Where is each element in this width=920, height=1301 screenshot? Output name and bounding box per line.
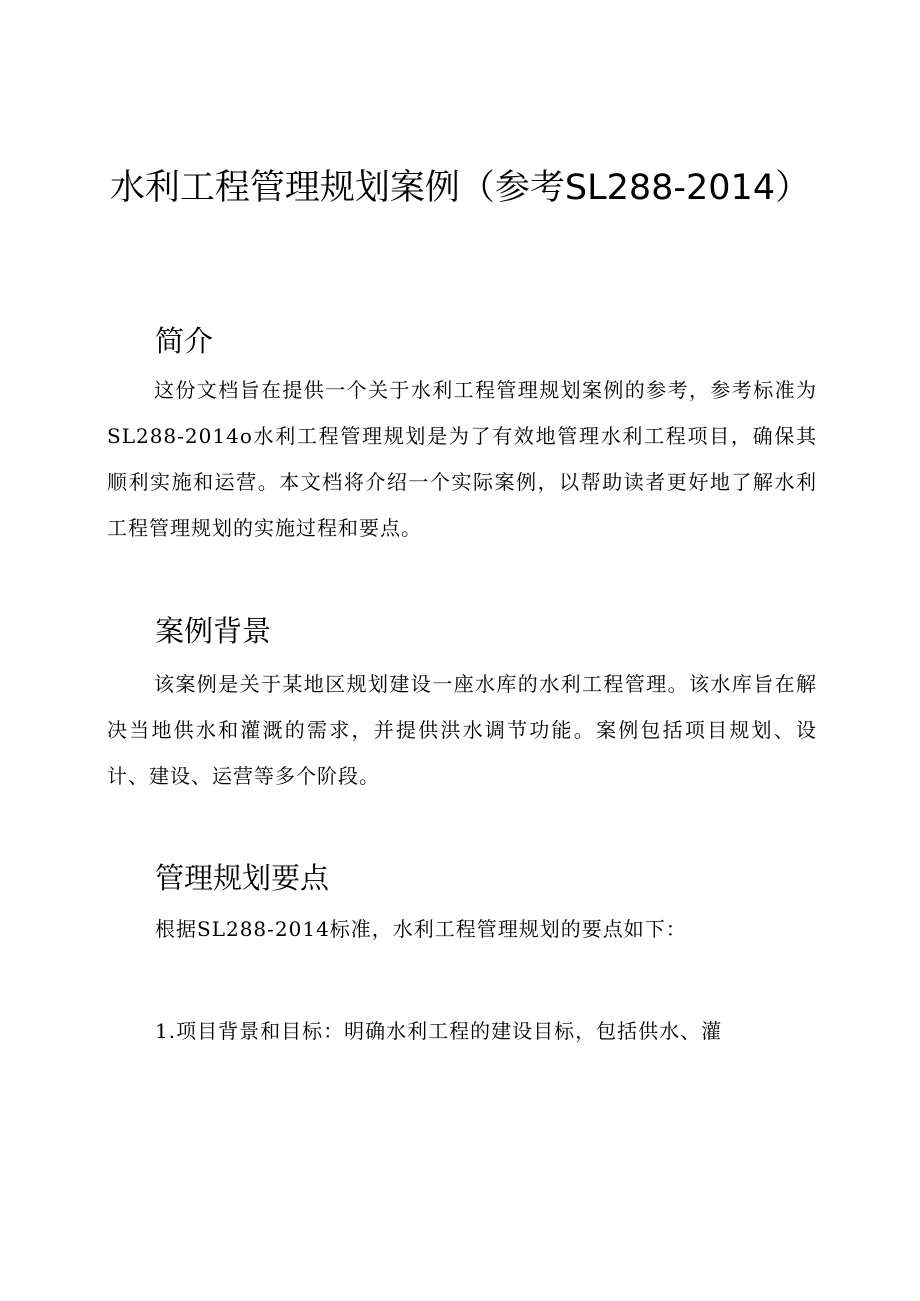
list-item: 1.项目背景和目标：明确水利工程的建设目标，包括供水、灌 [155,1019,723,1043]
section-heading-key-points: 管理规划要点 [155,861,330,895]
section-heading-intro: 简介 [155,324,214,358]
section-intro-body: 这份文档旨在提供一个关于水利工程管理规划案例的参考，参考标准为SL288-2014o水利工程管理规划是为了有效地管理水利工程项目，确保其顺利实施和运营。本文档将介绍一个实际案例，以帮助读者更好地了解水利工程管理规划的实施过程和要点。 [107,378,817,540]
section-heading-background: 案例背景 [155,614,272,648]
key-points-intro: 根据SL288-2014标准，水利工程管理规划的要点如下： [155,917,687,941]
document-title: 水利工程管理规划案例（参考SL288-2014） [109,168,811,208]
section-background-body: 该案例是关于某地区规划建设一座水库的水利工程管理。该水库旨在解决当地供水和灌溉的需求，并提供洪水调节功能。案例包括项目规划、设计、建设、运营等多个阶段。 [107,672,817,788]
